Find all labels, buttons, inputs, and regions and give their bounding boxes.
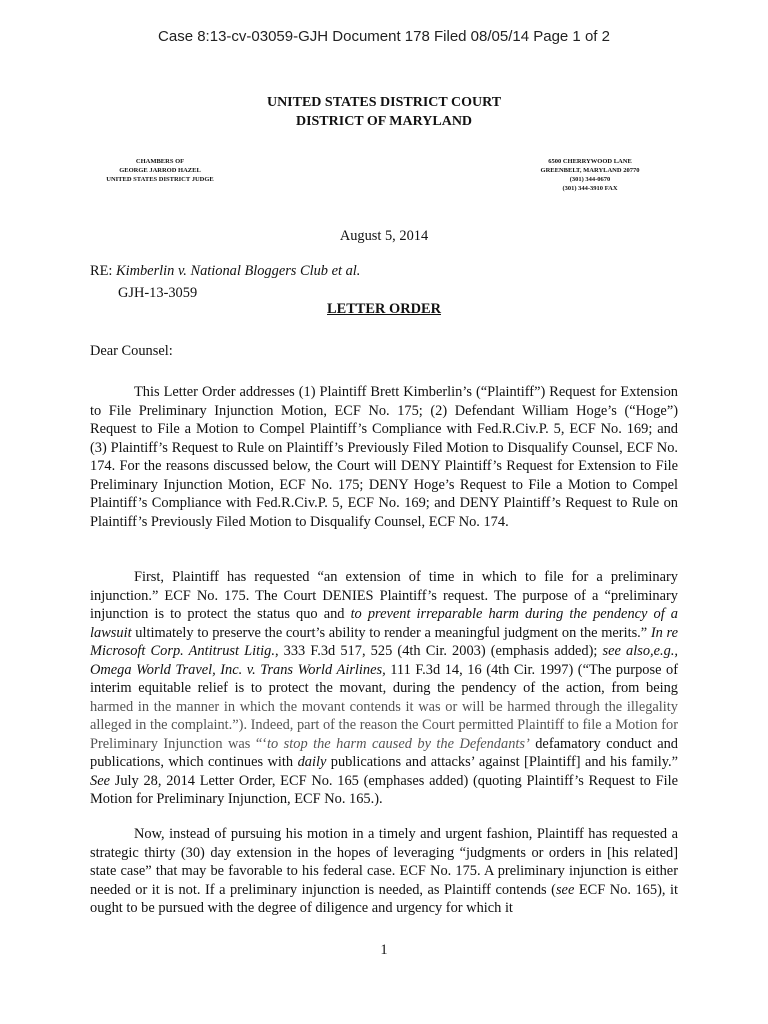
street-address: 6500 CHERRYWOOD LANE [548, 158, 632, 165]
paragraph-3: Now, instead of pursuing his motion in a timely and urgent fashion, Plaintiff has requested a strategic thirty (30) day extension in the hopes of leveraging “judgments or orders in [his related] state case” that may be favorable to his federal case. ECF No. 175. A preliminary injunction is either needed or it is not. If a preliminary injunction is needed, as Plaintiff contends (see ECF No. 165), it ought to be pursued with the degree of diligence and urgency for which it [90, 826, 678, 916]
letter-date: August 5, 2014 [339, 228, 429, 244]
phone: (301) 344-0670 [569, 176, 611, 183]
chambers-line: CHAMBERS OF [135, 158, 185, 165]
case-number: GJH-13-3059 [118, 285, 198, 301]
salutation: Dear Counsel: [90, 343, 173, 359]
court-name: UNITED STATES DISTRICT COURT [266, 95, 502, 110]
fax: (301) 344-3910 FAX [562, 185, 618, 192]
judge-name: GEORGE JARROD HAZEL [119, 167, 201, 174]
chambers-block [90, 157, 230, 184]
document-title: LETTER ORDER [327, 301, 441, 317]
paragraph-2: First, Plaintiff has requested “an extension of time in which to file for a preliminary injunction.” ECF No. 175. The Court DENIES Plaintiff’s request. The purpose of a “preliminary injunction is to protect the status quo and to prevent irreparable harm during the pendency of a lawsuit ultimately to preserve the court’s ability to render a meaningful judgment on the merits.” In re Microsoft Corp. Antitrust Litig., 333 F.3d 517, 525 (4th Cir. 2003) (emphasis added); see also,e.g., Omega World Travel, Inc. v. Trans World Airlines, 111 F.3d 14, 16 (4th Cir. 1997) (“The purpose of interim equitable relief is to protect the movant, during the pendency of the action, from being harmed in the manner in which the movant contends it was or will be harmed through the illegality alleged in the complaint.”). Indeed, part of the reason the Court permitted Plaintiff to file a Motion for Preliminary Injunction was “‘to stop the harm caused by the Defendants’ defamatory conduct and publications, which continues with daily publications and attacks’ against [Plaintiff] and his family.” See July 28, 2014 Letter Order, ECF No. 165 (emphases added) (quoting Plaintiff’s Request to File Motion for Preliminary Injunction, ECF No. 165.). [90, 569, 679, 807]
court-district: DISTRICT OF MARYLAND [295, 114, 473, 129]
case-caption: Kimberlin v. National Bloggers Club et al. [116, 263, 361, 279]
court-heading [0, 93, 768, 131]
case-filing-stamp: Case 8:13-cv-03059-GJH Document 178 Filed 08/05/14 Page 1 of 2 [158, 28, 610, 45]
page-number: 1 [380, 942, 388, 958]
re-block [90, 260, 690, 304]
address-block [515, 157, 665, 193]
paragraph-1: This Letter Order addresses (1) Plaintiff Brett Kimberlin’s (“Plaintiff”) Request for Extension to File Preliminary Injunction Motion, ECF No. 175; (2) Defendant William Hoge’s (“Hoge”) Request to File a Motion to Compel Plaintiff’s Compliance with Fed.R.Civ.P. 5, ECF No. 169; and (3) Plaintiff’s Request to Rule on Plaintiff’s Previously Filed Motion to Disqualify Counsel, ECF No. 174. For the reasons discussed below, the Court will DENY Plaintiff’s Request for Extension to File Preliminary Injunction Motion, ECF No. 175; DENY Hoge’s Request to File a Motion to Compel Plaintiff’s Compliance with Fed.R.Civ.P. 5, ECF No. 169; and DENY Plaintiff’s Request to Rule on Plaintiff’s Previously Filed Motion to Disqualify Counsel, ECF No. 174. [90, 384, 678, 530]
judge-title: UNITED STATES DISTRICT JUDGE [106, 176, 214, 183]
city-state-zip: GREENBELT, MARYLAND 20770 [540, 167, 640, 174]
re-label: RE: [90, 263, 113, 279]
